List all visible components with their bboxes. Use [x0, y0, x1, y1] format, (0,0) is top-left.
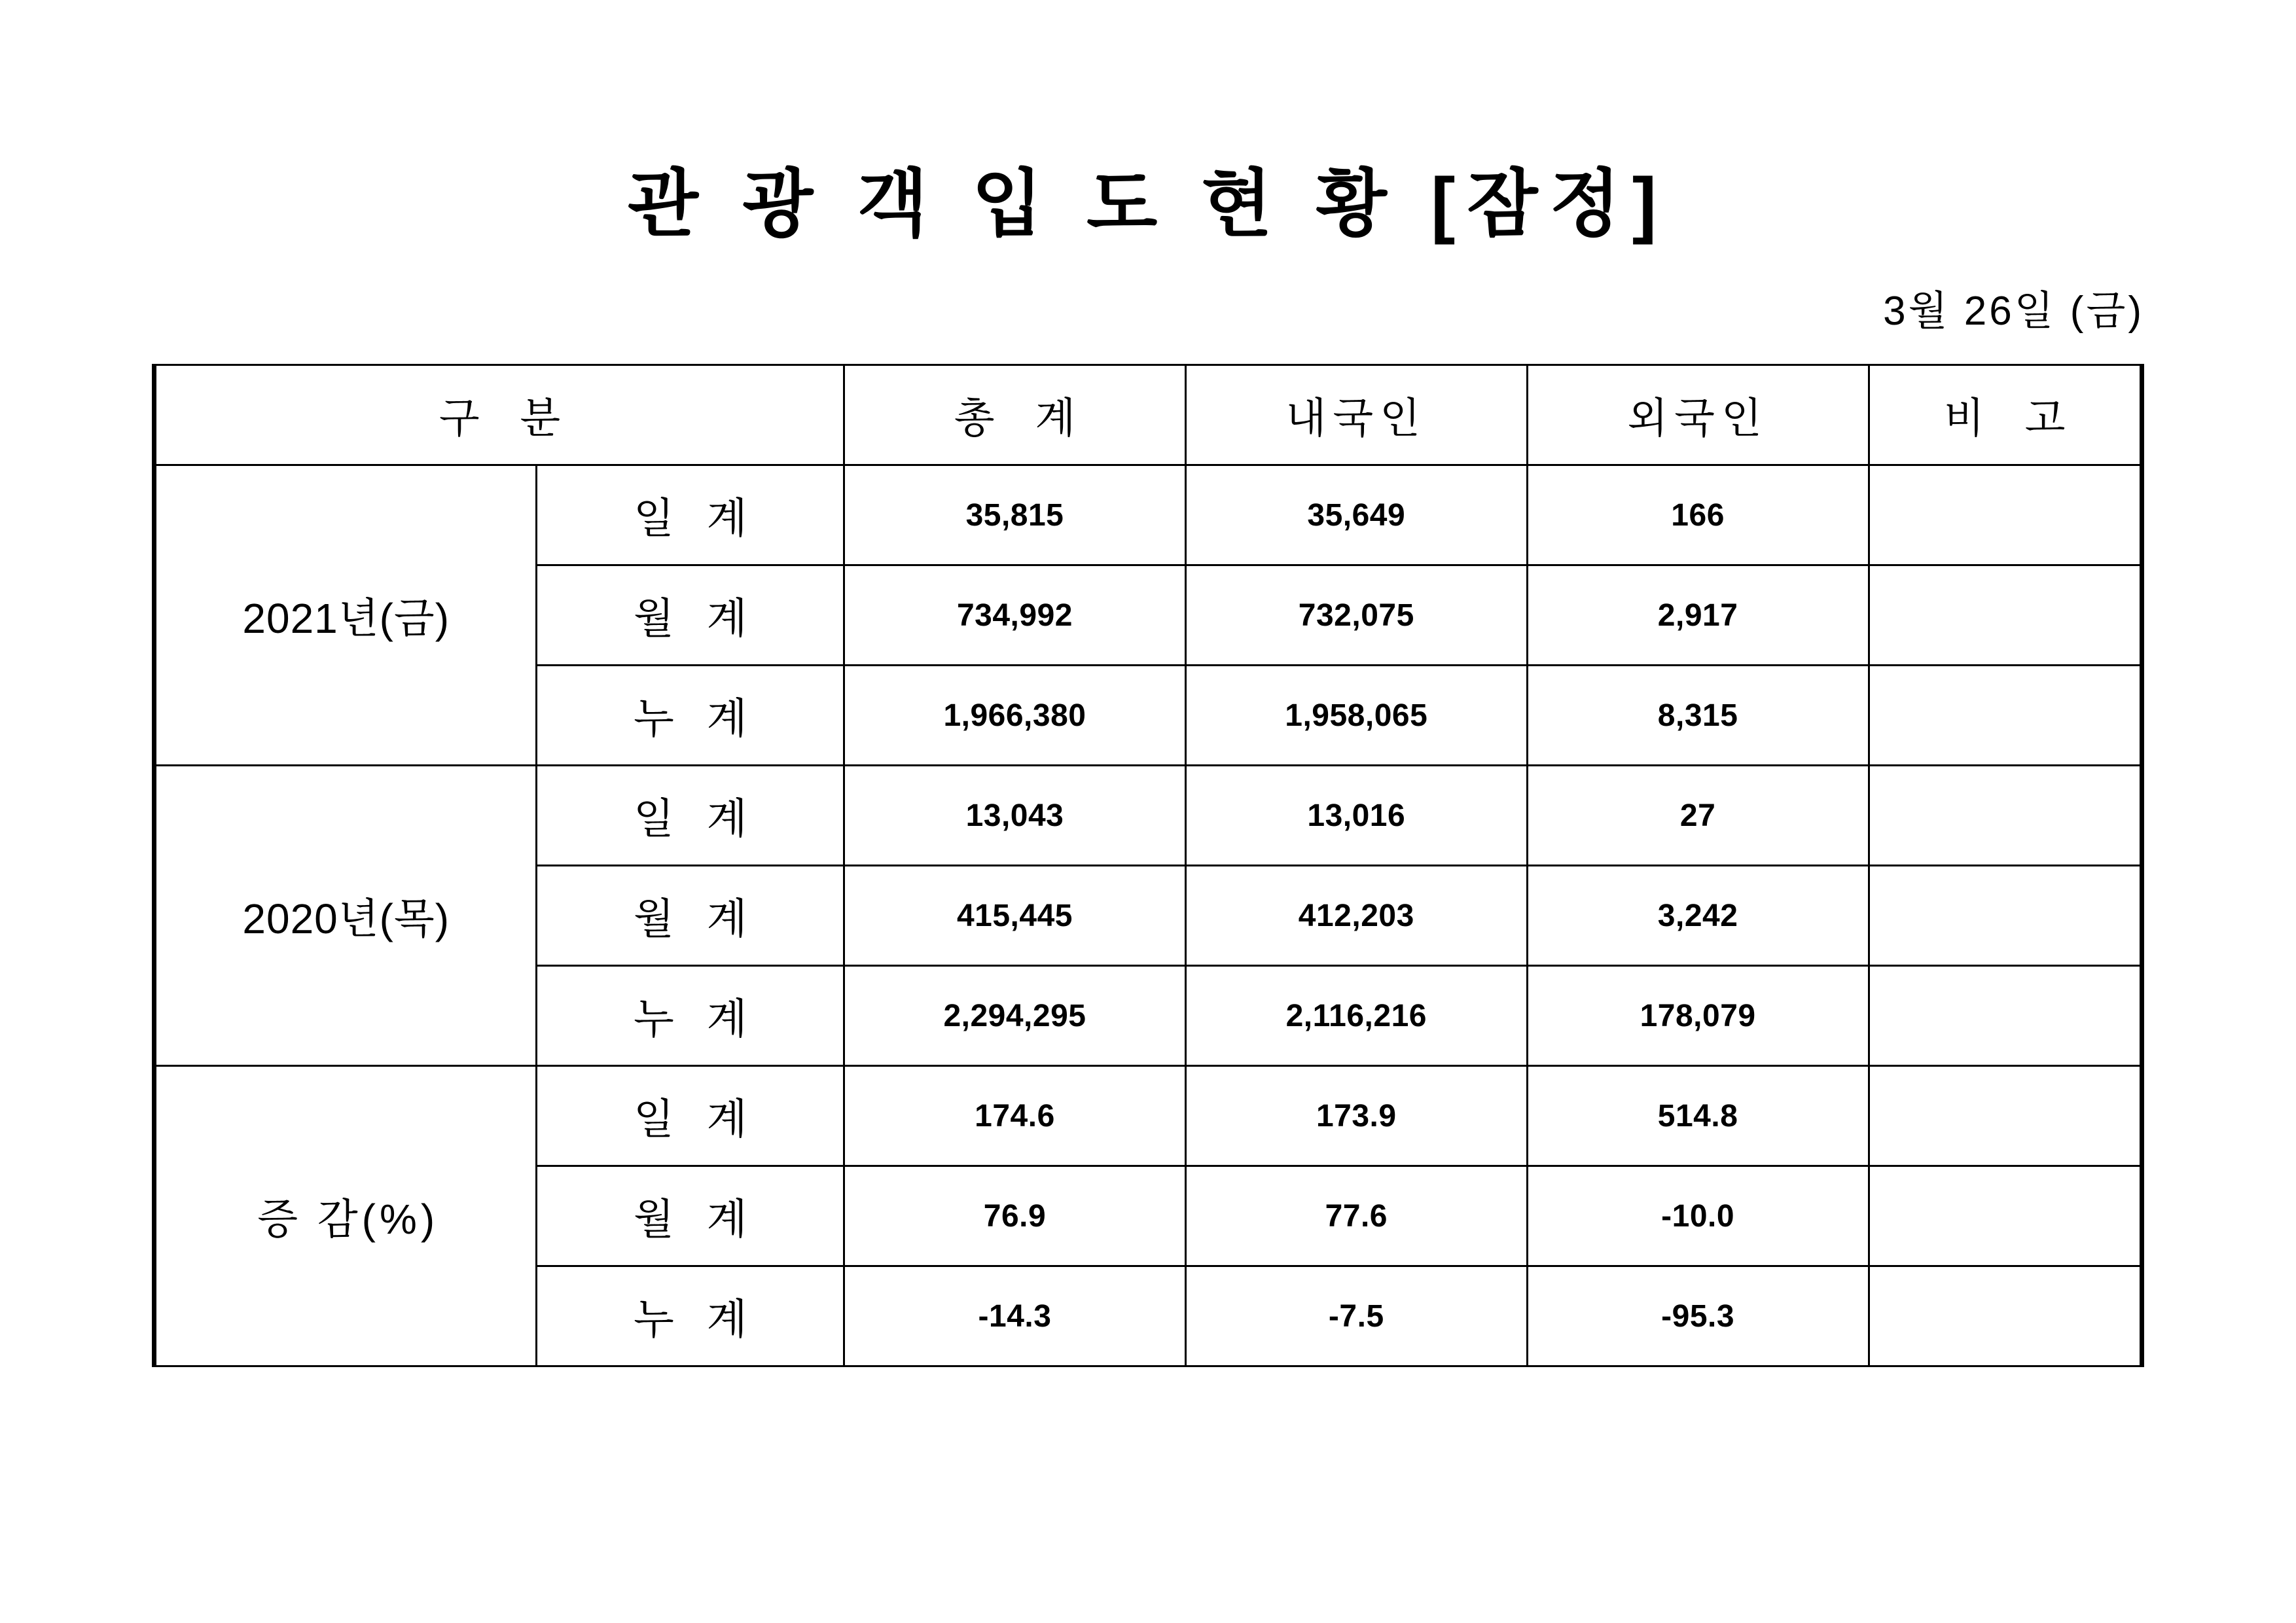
page-title: 관 광 객 입 도 현 황 [잠정]: [627, 163, 1669, 245]
cell-foreign: -10.0: [1527, 1166, 1869, 1266]
cell-foreign: -95.3: [1527, 1266, 1869, 1366]
row-label-daily: 일 계: [537, 465, 844, 565]
row-label-daily: 일 계: [537, 766, 844, 866]
cell-foreign: 514.8: [1527, 1066, 1869, 1166]
row-label-cumulative: 누 계: [537, 666, 844, 766]
table-row: [154, 766, 2142, 866]
column-header-domestic: 내국인: [1185, 365, 1527, 465]
cell-domestic: 732,075: [1185, 565, 1527, 666]
cell-foreign: 3,242: [1527, 866, 1869, 966]
cell-foreign: 166: [1527, 465, 1869, 565]
cell-domestic: 77.6: [1185, 1166, 1527, 1266]
cell-total: 2,294,295: [844, 966, 1186, 1066]
column-header-division: 구 분: [154, 365, 844, 465]
cell-domestic: 1,958,065: [1185, 666, 1527, 766]
column-header-foreign: 외국인: [1527, 365, 1869, 465]
cell-total: 76.9: [844, 1166, 1186, 1266]
table-row: [154, 1066, 2142, 1166]
cell-total: 35,815: [844, 465, 1186, 565]
column-header-total: 총 계: [844, 365, 1186, 465]
row-label-cumulative: 누 계: [537, 1266, 844, 1366]
cell-total: 13,043: [844, 766, 1186, 866]
cell-total: 174.6: [844, 1066, 1186, 1166]
cell-foreign: 27: [1527, 766, 1869, 866]
cell-note: [1869, 1266, 2142, 1366]
report-date: 3월 26일 (금): [1883, 289, 2144, 334]
cell-domestic: 412,203: [1185, 866, 1527, 966]
cell-foreign: 178,079: [1527, 966, 1869, 1066]
table-header-row: [154, 365, 2142, 465]
cell-note: [1869, 1166, 2142, 1266]
cell-foreign: 8,315: [1527, 666, 1869, 766]
tourist-arrivals-table: [152, 364, 2144, 1367]
row-label-daily: 일 계: [537, 1066, 844, 1166]
cell-domestic: 13,016: [1185, 766, 1527, 866]
row-label-monthly: 월 계: [537, 866, 844, 966]
row-label-cumulative: 누 계: [537, 966, 844, 1066]
cell-note: [1869, 465, 2142, 565]
group-label-change-percent: 증 감(%): [154, 1066, 537, 1366]
cell-domestic: -7.5: [1185, 1266, 1527, 1366]
group-label-2021: 2021년(금): [154, 465, 537, 766]
cell-total: 415,445: [844, 866, 1186, 966]
cell-foreign: 2,917: [1527, 565, 1869, 666]
cell-total: 734,992: [844, 565, 1186, 666]
cell-total: -14.3: [844, 1266, 1186, 1366]
cell-domestic: 35,649: [1185, 465, 1527, 565]
cell-domestic: 173.9: [1185, 1066, 1527, 1166]
cell-domestic: 2,116,216: [1185, 966, 1527, 1066]
cell-note: [1869, 565, 2142, 666]
cell-total: 1,966,380: [844, 666, 1186, 766]
group-label-2020: 2020년(목): [154, 766, 537, 1066]
row-label-monthly: 월 계: [537, 565, 844, 666]
cell-note: [1869, 866, 2142, 966]
column-header-note: 비 고: [1869, 365, 2142, 465]
cell-note: [1869, 666, 2142, 766]
cell-note: [1869, 966, 2142, 1066]
statistics-table-container: [0, 336, 2296, 1367]
table-row: [154, 465, 2142, 565]
cell-note: [1869, 1066, 2142, 1166]
cell-note: [1869, 766, 2142, 866]
row-label-monthly: 월 계: [537, 1166, 844, 1266]
